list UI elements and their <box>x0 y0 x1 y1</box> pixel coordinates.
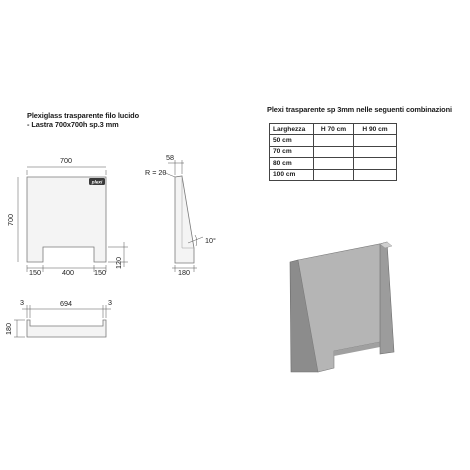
base-depth-label: 180 <box>178 268 190 277</box>
row-width-label: 100 cm <box>270 169 314 180</box>
header-h70: H 70 cm <box>314 124 354 135</box>
perspective-right-fin <box>380 242 394 354</box>
right-title: Plexi trasparente sp 3mm nelle seguenti combinazioni <box>267 105 452 114</box>
side-view <box>145 153 216 277</box>
height-dimension: 700 <box>6 214 15 226</box>
header-larghezza: Larghezza <box>270 124 314 135</box>
radius-label: R = 20 <box>145 168 167 177</box>
width-dimension: 700 <box>60 156 72 165</box>
base-right-label: 3 <box>108 298 112 307</box>
top-width-label: 58 <box>166 153 174 162</box>
cutout-height-label: 120 <box>114 257 123 269</box>
base-length-label: 694 <box>60 299 72 308</box>
plexi-logo-text: plexi <box>91 179 103 185</box>
base-left-label: 3 <box>20 298 24 307</box>
row-width-label: 80 cm <box>270 158 314 169</box>
side-profile-outline <box>175 176 194 263</box>
segment-left-label: 150 <box>29 268 41 277</box>
front-view <box>6 156 128 277</box>
base-depth-dimension: 180 <box>4 323 13 335</box>
angle-label: 10° <box>205 236 216 245</box>
base-view <box>4 298 112 337</box>
left-title-line1: Plexiglass trasparente filo lucido <box>27 111 140 120</box>
row-width-label: 70 cm <box>270 146 314 157</box>
perspective-render <box>290 242 394 372</box>
segment-right-label: 150 <box>94 268 106 277</box>
base-outline <box>27 320 106 337</box>
front-panel-outline <box>27 177 106 262</box>
header-h90: H 90 cm <box>354 124 397 135</box>
left-title-line2: - Lastra 700x700h sp.3 mm <box>27 120 119 129</box>
row-width-label: 50 cm <box>270 135 314 146</box>
segment-middle-label: 400 <box>62 268 74 277</box>
